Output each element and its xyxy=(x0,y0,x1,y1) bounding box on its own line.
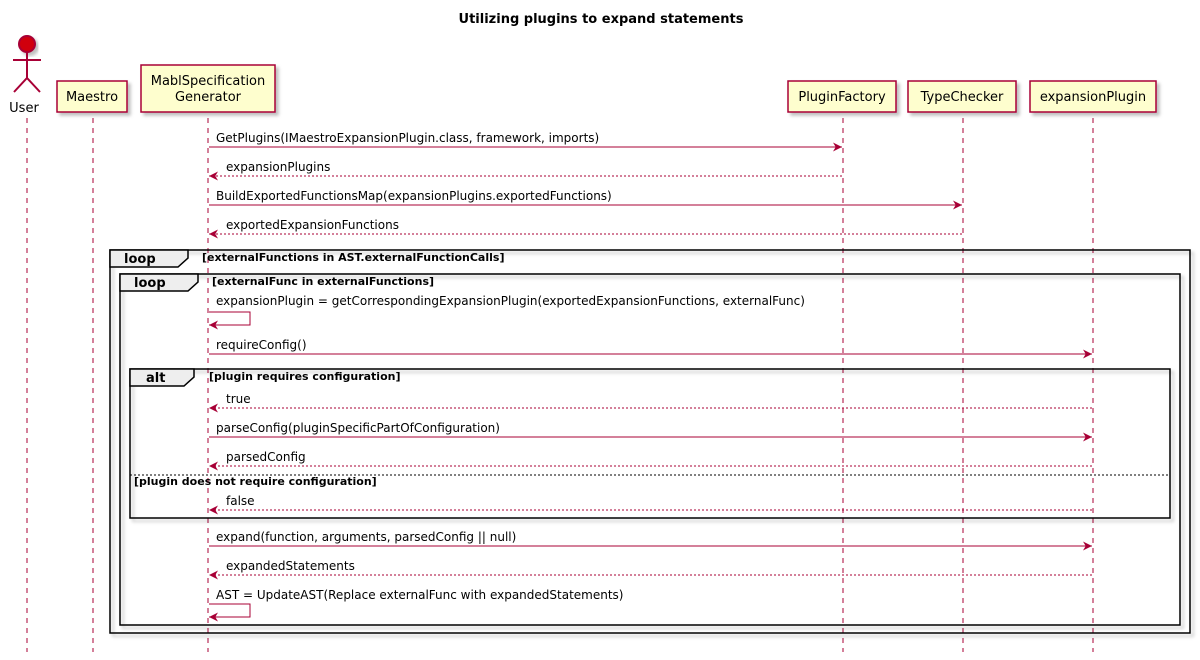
message-label: expand(function, arguments, parsedConfig || null) xyxy=(216,530,517,544)
participant-label: PluginFactory xyxy=(798,90,886,105)
alt-frame xyxy=(130,369,1170,518)
message xyxy=(209,450,1092,466)
user-actor-icon xyxy=(19,36,35,52)
message-label: requireConfig() xyxy=(216,338,307,352)
inner-loop-guard: [externalFunc in externalFunctions] xyxy=(212,275,435,288)
message-label: true xyxy=(226,392,251,406)
message xyxy=(209,218,962,234)
message-label: parsedConfig xyxy=(226,450,306,464)
participant-expansionplugin xyxy=(1030,81,1156,112)
participant-label: TypeChecker xyxy=(920,90,1004,105)
alt-keyword: alt xyxy=(146,371,166,386)
message xyxy=(209,559,1092,575)
self-message-arrow xyxy=(209,604,250,617)
participants xyxy=(9,36,1156,116)
self-message-arrow xyxy=(209,312,250,325)
message xyxy=(209,392,1092,408)
message-label: false xyxy=(226,494,255,508)
outer-loop-keyword: loop xyxy=(124,252,156,267)
participant-pluginfactory xyxy=(788,81,896,112)
participant-label: User xyxy=(9,101,39,116)
participant-typechecker xyxy=(908,81,1016,112)
participant-label: Maestro xyxy=(65,90,119,105)
participant-maestro xyxy=(57,81,127,112)
self-message xyxy=(209,588,623,617)
alt-else-guard: [plugin does not require configuration] xyxy=(134,475,377,488)
message xyxy=(209,160,842,176)
participant-user-actor xyxy=(9,36,41,116)
message-label: expansionPlugin = getCorrespondingExpansionPlugin(exportedExpansionFunctions, externalFunc) xyxy=(216,294,805,308)
participant-label: Generator xyxy=(174,90,242,105)
message-label: expandedStatements xyxy=(226,559,355,573)
self-message xyxy=(209,294,805,325)
message xyxy=(209,131,842,147)
message xyxy=(209,530,1092,546)
message-label: AST = UpdateAST(Replace externalFunc with expandedStatements) xyxy=(216,588,624,602)
message xyxy=(209,338,1092,354)
message-label: exportedExpansionFunctions xyxy=(226,218,399,232)
message xyxy=(209,494,1092,510)
diagram-title: Utilizing plugins to expand statements xyxy=(458,12,744,27)
message-label: parseConfig(pluginSpecificPartOfConfiguration) xyxy=(216,421,500,435)
message xyxy=(209,189,962,205)
participant-label: expansionPlugin xyxy=(1039,90,1147,105)
alt-fragment xyxy=(130,369,1170,518)
outer-loop-guard: [externalFunctions in AST.externalFunctionCalls] xyxy=(202,251,505,264)
message-label: expansionPlugins xyxy=(226,160,331,174)
alt-guard: [plugin requires configuration] xyxy=(209,370,401,383)
message-label: BuildExportedFunctionsMap(expansionPlugins.exportedFunctions) xyxy=(216,189,612,203)
actor-legs xyxy=(14,78,40,92)
message xyxy=(209,421,1092,437)
participant-label: MablSpecification xyxy=(150,74,266,89)
message-label: GetPlugins(IMaestroExpansionPlugin.class, framework, imports) xyxy=(216,131,600,145)
inner-loop-keyword: loop xyxy=(134,276,166,291)
participant-mabl xyxy=(141,65,275,112)
